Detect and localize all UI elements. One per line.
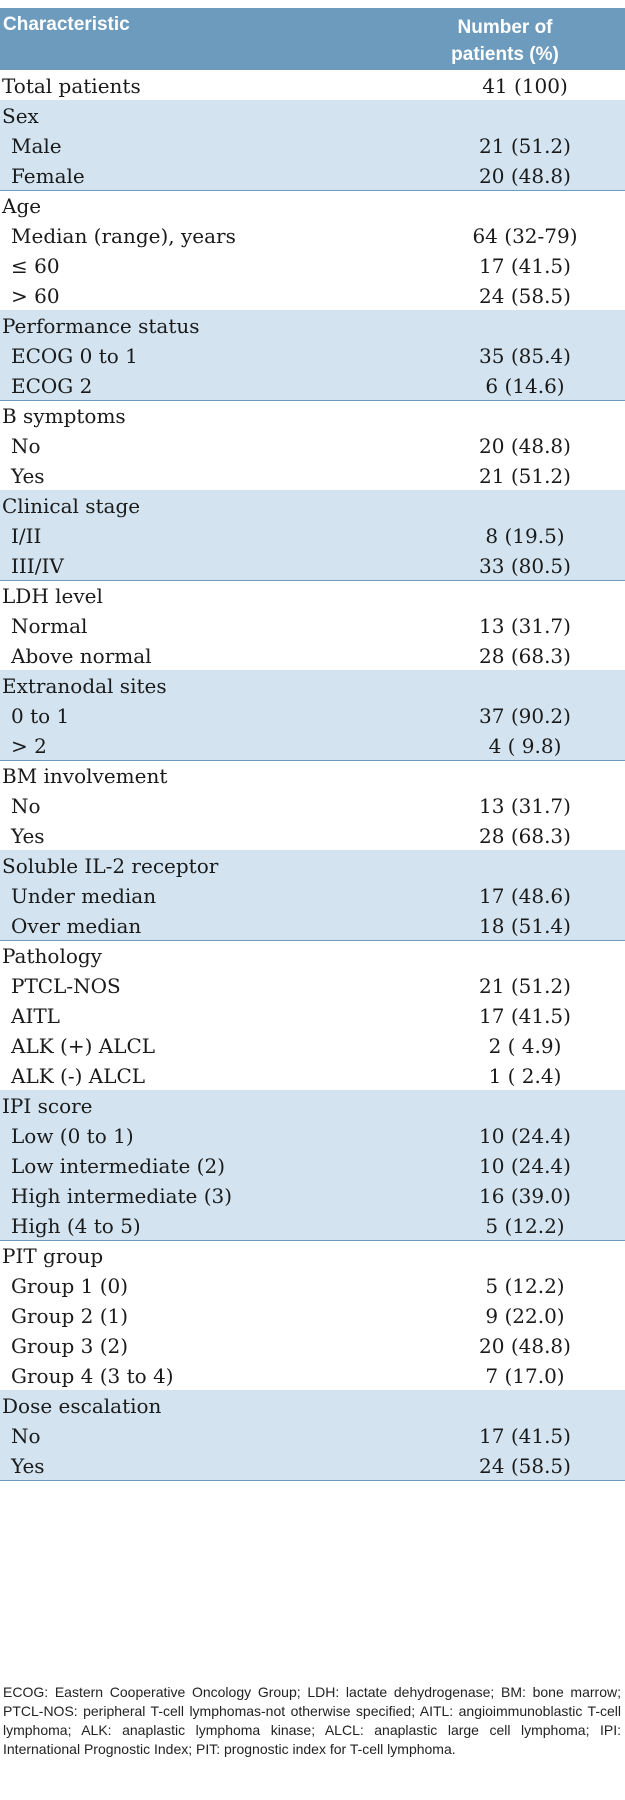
table-section-row	[0, 70, 625, 104]
table-section-row	[0, 580, 625, 614]
table-section-row	[0, 1390, 625, 1424]
row-label: Yes	[11, 1454, 45, 1478]
row-label: ECOG 0 to 1	[11, 344, 138, 368]
row-label: No	[11, 434, 41, 458]
table-row	[0, 430, 625, 464]
table-row	[0, 1000, 625, 1034]
row-label: I/II	[11, 524, 42, 548]
row-value: 28 (68.3)	[479, 824, 571, 848]
row-value: 35 (85.4)	[479, 344, 571, 368]
row-value: 5 (12.2)	[485, 1274, 565, 1298]
row-label: PIT group	[2, 1244, 104, 1268]
row-label: Low (0 to 1)	[11, 1124, 134, 1148]
table-row	[0, 280, 625, 314]
row-label: AITL	[11, 1004, 60, 1028]
table-row	[0, 1180, 625, 1214]
row-label: > 2	[11, 734, 47, 758]
row-value: 9 (22.0)	[485, 1304, 565, 1328]
row-label: III/IV	[11, 554, 64, 578]
row-label: Yes	[11, 824, 45, 848]
row-value: 20 (48.8)	[479, 1334, 571, 1358]
row-label: Under median	[11, 884, 157, 908]
row-label: Sex	[2, 104, 39, 128]
table-section-row	[0, 1240, 625, 1274]
row-label: Male	[11, 134, 62, 158]
row-label: Above normal	[11, 644, 152, 668]
table-section-row	[0, 400, 625, 434]
column-header-characteristic: Characteristic	[3, 14, 130, 35]
row-label: 0 to 1	[11, 704, 70, 728]
row-value: 13 (31.7)	[479, 614, 571, 638]
table-row	[0, 370, 625, 404]
table-row	[0, 460, 625, 494]
row-value: 24 (58.5)	[479, 1454, 571, 1478]
row-value: 33 (80.5)	[479, 554, 571, 578]
row-value: 21 (51.2)	[479, 974, 571, 998]
row-value: 2 ( 4.9)	[488, 1034, 562, 1058]
column-header-number-of-patients: Number of patients (%)	[451, 17, 559, 65]
row-label: ≤ 60	[11, 254, 60, 278]
row-label: Median (range), years	[11, 224, 236, 248]
table-section-row	[0, 1090, 625, 1124]
row-value: 20 (48.8)	[479, 434, 571, 458]
row-value: 13 (31.7)	[479, 794, 571, 818]
row-label: PTCL-NOS	[11, 974, 121, 998]
table-row	[0, 820, 625, 854]
row-value: 6 (14.6)	[485, 374, 565, 398]
row-label: Pathology	[2, 944, 102, 968]
row-label: Group 2 (1)	[11, 1304, 129, 1328]
table-row	[0, 880, 625, 914]
table-row	[0, 610, 625, 644]
table-row	[0, 1330, 625, 1364]
row-label: No	[11, 794, 41, 818]
row-label: Extranodal sites	[2, 674, 167, 698]
table-section-row	[0, 670, 625, 704]
row-value: 4 ( 9.8)	[488, 734, 562, 758]
row-label: Soluble IL-2 receptor	[2, 854, 219, 878]
table-row	[0, 520, 625, 554]
row-label: High intermediate (3)	[11, 1184, 233, 1208]
row-value: 20 (48.8)	[479, 164, 571, 188]
table-row	[0, 1420, 625, 1454]
row-value: 5 (12.2)	[485, 1214, 565, 1238]
table-row	[0, 250, 625, 284]
row-label: High (4 to 5)	[11, 1214, 141, 1238]
table-row	[0, 1300, 625, 1334]
table-header	[0, 8, 625, 70]
row-label: Group 4 (3 to 4)	[11, 1364, 174, 1388]
table-row	[0, 700, 625, 734]
table-row	[0, 1030, 625, 1064]
table-row	[0, 1270, 625, 1304]
row-label: LDH level	[2, 584, 103, 608]
table-footnote: ECOG: Eastern Cooperative Oncology Group; LDH: lactate dehydrogenase; BM: bone marrow; PTCL-NOS: peripheral T-cell lymphomas-not otherwise specified; AITL: angioimmunoblastic T-cell lymphoma; ALK: anaplastic lymphoma kinase; ALCL: anaplastic large cell lymphoma; IPI: International Prognostic Index; PIT: prognostic index for T-cell lymphoma.	[3, 1684, 621, 1757]
table-section-row	[0, 850, 625, 884]
table-row	[0, 340, 625, 374]
row-label: Over median	[11, 914, 142, 938]
row-value: 21 (51.2)	[479, 464, 571, 488]
row-label: Performance status	[2, 314, 200, 338]
table-row	[0, 790, 625, 824]
table-section-row	[0, 760, 625, 794]
row-label: Age	[2, 194, 42, 218]
table-row	[0, 730, 625, 764]
table-row	[0, 550, 625, 584]
row-value: 41 (100)	[482, 74, 568, 98]
row-label: No	[11, 1424, 41, 1448]
row-value: 24 (58.5)	[479, 284, 571, 308]
row-value: 18 (51.4)	[479, 914, 571, 938]
row-label: IPI score	[2, 1094, 93, 1118]
table-row	[0, 640, 625, 674]
table-row	[0, 1150, 625, 1184]
row-label: Female	[11, 164, 85, 188]
table-row	[0, 1060, 625, 1094]
table-section-row	[0, 310, 625, 344]
table-section-row	[0, 190, 625, 224]
table-row	[0, 1360, 625, 1394]
row-label: ALK (-) ALCL	[11, 1064, 146, 1088]
table-row	[0, 910, 625, 944]
table-section-row	[0, 490, 625, 524]
row-value: 17 (48.6)	[479, 884, 571, 908]
row-label: Group 3 (2)	[11, 1334, 129, 1358]
row-label: Total patients	[2, 74, 141, 98]
row-label: > 60	[11, 284, 60, 308]
row-value: 17 (41.5)	[479, 1004, 571, 1028]
row-label: B symptoms	[2, 404, 126, 428]
row-label: ECOG 2	[11, 374, 93, 398]
row-label: Clinical stage	[2, 494, 141, 518]
table-row	[0, 160, 625, 194]
row-value: 10 (24.4)	[479, 1154, 571, 1178]
row-value: 37 (90.2)	[479, 704, 571, 728]
row-value: 8 (19.5)	[485, 524, 565, 548]
table-row	[0, 130, 625, 164]
row-label: Low intermediate (2)	[11, 1154, 225, 1178]
table-row	[0, 1450, 625, 1484]
table-row	[0, 1210, 625, 1244]
row-label: Dose escalation	[2, 1394, 162, 1418]
table-section-row	[0, 940, 625, 974]
table-row	[0, 1120, 625, 1154]
row-label: BM involvement	[2, 764, 168, 788]
row-value: 17 (41.5)	[479, 254, 571, 278]
row-value: 16 (39.0)	[479, 1184, 571, 1208]
row-value: 28 (68.3)	[479, 644, 571, 668]
row-value: 10 (24.4)	[479, 1124, 571, 1148]
row-value: 17 (41.5)	[479, 1424, 571, 1448]
row-value: 21 (51.2)	[479, 134, 571, 158]
row-label: ALK (+) ALCL	[11, 1034, 156, 1058]
row-value: 7 (17.0)	[485, 1364, 565, 1388]
table-section-row	[0, 100, 625, 134]
row-label: Yes	[11, 464, 45, 488]
row-value: 64 (32-79)	[472, 224, 578, 248]
row-value: 1 ( 2.4)	[488, 1064, 562, 1088]
table-row	[0, 220, 625, 254]
row-label: Normal	[11, 614, 88, 638]
row-label: Group 1 (0)	[11, 1274, 129, 1298]
table-row	[0, 970, 625, 1004]
